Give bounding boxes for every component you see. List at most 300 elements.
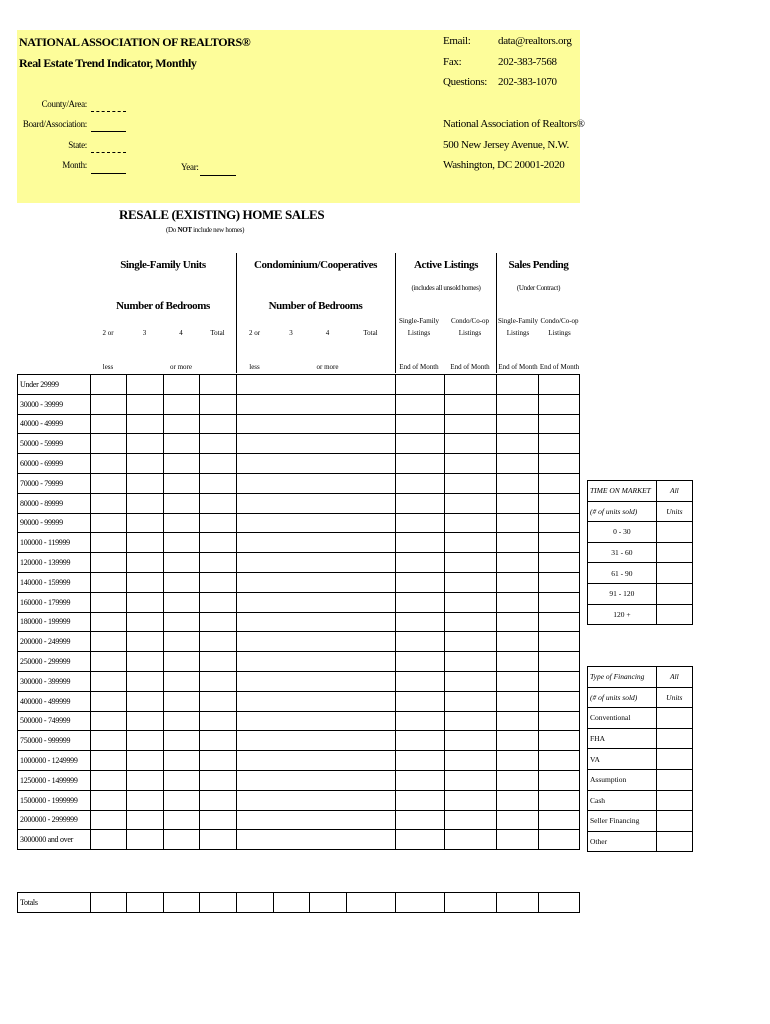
- entry-cell[interactable]: [237, 375, 396, 395]
- entry-cell[interactable]: [200, 632, 237, 652]
- entry-cell[interactable]: [164, 671, 200, 691]
- entry-cell[interactable]: [497, 612, 539, 632]
- tom-row-label: 91 - 120: [588, 583, 657, 604]
- entry-cell[interactable]: [91, 513, 127, 533]
- financing-row-label: Other: [588, 831, 657, 852]
- entry-cell[interactable]: [396, 434, 445, 454]
- entry-cell[interactable]: [497, 375, 539, 395]
- financing-row-value-cell[interactable]: [656, 749, 692, 770]
- sf-col-3: 3: [142, 329, 147, 337]
- entry-cell[interactable]: [396, 790, 445, 810]
- entry-cell[interactable]: [497, 691, 539, 711]
- totals-cell[interactable]: [396, 893, 445, 913]
- entry-cell[interactable]: [91, 533, 127, 553]
- entry-cell[interactable]: [539, 790, 580, 810]
- entry-cell[interactable]: [91, 592, 127, 612]
- entry-cell[interactable]: [539, 810, 580, 830]
- entry-cell[interactable]: [164, 553, 200, 573]
- entry-cell[interactable]: [237, 632, 396, 652]
- entry-cell[interactable]: [497, 592, 539, 612]
- entry-cell[interactable]: [91, 553, 127, 573]
- entry-cell[interactable]: [445, 671, 497, 691]
- table-row: [18, 830, 580, 850]
- entry-cell[interactable]: [127, 691, 164, 711]
- sf-col-less: less: [102, 363, 114, 371]
- entry-cell[interactable]: [237, 830, 396, 850]
- sf-col-2-or-less: 2 or: [102, 329, 114, 337]
- table-row: [18, 751, 580, 771]
- entry-cell[interactable]: [164, 770, 200, 790]
- financing-header: Type of Financing: [588, 667, 657, 688]
- entry-cell[interactable]: [237, 513, 396, 533]
- price-range-label: 30000 - 39999: [18, 394, 91, 414]
- year-label: Year:: [181, 162, 199, 172]
- entry-cell[interactable]: [445, 434, 497, 454]
- entry-cell[interactable]: [91, 375, 127, 395]
- entry-cell[interactable]: [539, 691, 580, 711]
- entry-cell[interactable]: [200, 830, 237, 850]
- entry-cell[interactable]: [237, 473, 396, 493]
- entry-cell[interactable]: [127, 751, 164, 771]
- entry-cell[interactable]: [200, 553, 237, 573]
- financing-row-value-cell[interactable]: [656, 708, 692, 729]
- entry-cell[interactable]: [497, 751, 539, 771]
- entry-cell[interactable]: [396, 493, 445, 513]
- table-row: [18, 770, 580, 790]
- entry-cell[interactable]: [396, 711, 445, 731]
- entry-cell[interactable]: [396, 770, 445, 790]
- entry-cell[interactable]: [200, 473, 237, 493]
- entry-cell[interactable]: [200, 533, 237, 553]
- entry-cell[interactable]: [127, 770, 164, 790]
- entry-cell[interactable]: [539, 652, 580, 672]
- entry-cell[interactable]: [164, 394, 200, 414]
- entry-cell[interactable]: [164, 830, 200, 850]
- table-row: [588, 790, 693, 811]
- entry-cell[interactable]: [164, 652, 200, 672]
- entry-cell[interactable]: [127, 810, 164, 830]
- entry-cell[interactable]: [539, 513, 580, 533]
- entry-cell[interactable]: [127, 553, 164, 573]
- condo-col-or-more: or more: [316, 363, 339, 371]
- entry-cell[interactable]: [497, 513, 539, 533]
- entry-cell[interactable]: [200, 493, 237, 513]
- entry-cell[interactable]: [164, 473, 200, 493]
- tom-row-value-cell[interactable]: [656, 563, 692, 584]
- totals-cell[interactable]: [91, 893, 127, 913]
- entry-cell[interactable]: [91, 414, 127, 434]
- entry-cell[interactable]: [237, 394, 396, 414]
- entry-cell[interactable]: [497, 454, 539, 474]
- entry-cell[interactable]: [237, 691, 396, 711]
- price-range-label: 40000 - 49999: [18, 414, 91, 434]
- totals-cell[interactable]: [347, 893, 396, 913]
- entry-cell[interactable]: [539, 830, 580, 850]
- entry-cell[interactable]: [91, 711, 127, 731]
- entry-cell[interactable]: [539, 711, 580, 731]
- entry-cell[interactable]: [497, 553, 539, 573]
- entry-cell[interactable]: [164, 751, 200, 771]
- totals-row: [18, 893, 580, 913]
- entry-cell[interactable]: [127, 454, 164, 474]
- entry-cell[interactable]: [237, 414, 396, 434]
- entry-cell[interactable]: [127, 790, 164, 810]
- entry-cell[interactable]: [396, 830, 445, 850]
- entry-cell[interactable]: [127, 414, 164, 434]
- entry-cell[interactable]: [539, 731, 580, 751]
- entry-cell[interactable]: [200, 375, 237, 395]
- entry-cell[interactable]: [497, 830, 539, 850]
- entry-cell[interactable]: [497, 473, 539, 493]
- entry-cell[interactable]: [539, 612, 580, 632]
- entry-cell[interactable]: [200, 691, 237, 711]
- totals-cell[interactable]: [310, 893, 347, 913]
- entry-cell[interactable]: [445, 513, 497, 533]
- entry-cell[interactable]: [164, 493, 200, 513]
- entry-cell[interactable]: [445, 473, 497, 493]
- entry-cell[interactable]: [539, 414, 580, 434]
- entry-cell[interactable]: [539, 572, 580, 592]
- price-range-label: Under 29999: [18, 375, 91, 395]
- year-field[interactable]: [200, 166, 236, 176]
- table-row: [588, 728, 693, 749]
- price-range-label: 100000 - 119999: [18, 533, 91, 553]
- entry-cell[interactable]: [396, 473, 445, 493]
- entry-cell[interactable]: [200, 434, 237, 454]
- entry-cell[interactable]: [497, 770, 539, 790]
- entry-cell[interactable]: [127, 434, 164, 454]
- single-family-heading: Single-Family Units: [120, 259, 206, 271]
- entry-cell[interactable]: [445, 572, 497, 592]
- entry-cell[interactable]: [164, 592, 200, 612]
- entry-cell[interactable]: [237, 731, 396, 751]
- entry-cell[interactable]: [497, 394, 539, 414]
- entry-cell[interactable]: [200, 711, 237, 731]
- entry-cell[interactable]: [237, 592, 396, 612]
- entry-cell[interactable]: [127, 572, 164, 592]
- entry-cell[interactable]: [445, 770, 497, 790]
- section-divider: [496, 253, 497, 373]
- entry-cell[interactable]: [539, 434, 580, 454]
- entry-cell[interactable]: [396, 572, 445, 592]
- entry-cell[interactable]: [91, 612, 127, 632]
- entry-cell[interactable]: [200, 592, 237, 612]
- entry-cell[interactable]: [200, 790, 237, 810]
- entry-cell[interactable]: [127, 632, 164, 652]
- entry-cell[interactable]: [91, 572, 127, 592]
- entry-cell[interactable]: [164, 810, 200, 830]
- entry-cell[interactable]: [497, 572, 539, 592]
- entry-cell[interactable]: [127, 731, 164, 751]
- entry-cell[interactable]: [539, 473, 580, 493]
- entry-cell[interactable]: [127, 473, 164, 493]
- entry-cell[interactable]: [91, 473, 127, 493]
- financing-row-value-cell[interactable]: [656, 831, 692, 852]
- financing-row-value-cell[interactable]: [656, 728, 692, 749]
- entry-cell[interactable]: [497, 652, 539, 672]
- entry-cell[interactable]: [396, 751, 445, 771]
- entry-cell[interactable]: [396, 652, 445, 672]
- sf-col-total: Total: [210, 329, 225, 337]
- financing-row-value-cell[interactable]: [656, 811, 692, 832]
- tom-row-value-cell[interactable]: [656, 522, 692, 543]
- tom-row-value-cell[interactable]: [656, 604, 692, 625]
- tom-row-label: 0 - 30: [588, 522, 657, 543]
- totals-cell[interactable]: [497, 893, 539, 913]
- entry-cell[interactable]: [237, 810, 396, 830]
- entry-cell[interactable]: [237, 612, 396, 632]
- entry-cell[interactable]: [200, 414, 237, 434]
- entry-cell[interactable]: [200, 770, 237, 790]
- entry-cell[interactable]: [127, 612, 164, 632]
- entry-cell[interactable]: [200, 394, 237, 414]
- entry-cell[interactable]: [164, 691, 200, 711]
- entry-cell[interactable]: [91, 434, 127, 454]
- entry-cell[interactable]: [396, 394, 445, 414]
- entry-cell[interactable]: [164, 434, 200, 454]
- entry-cell[interactable]: [539, 454, 580, 474]
- tom-row-label: 120 +: [588, 604, 657, 625]
- entry-cell[interactable]: [127, 493, 164, 513]
- entry-cell[interactable]: [91, 652, 127, 672]
- entry-cell[interactable]: [539, 394, 580, 414]
- entry-cell[interactable]: [497, 790, 539, 810]
- entry-cell[interactable]: [445, 375, 497, 395]
- entry-cell[interactable]: [127, 375, 164, 395]
- entry-cell[interactable]: [127, 711, 164, 731]
- entry-cell[interactable]: [445, 612, 497, 632]
- entry-cell[interactable]: [127, 592, 164, 612]
- entry-cell[interactable]: [539, 632, 580, 652]
- price-range-label: 200000 - 249999: [18, 632, 91, 652]
- entry-cell[interactable]: [200, 751, 237, 771]
- eom-label: End of Month: [539, 363, 580, 371]
- entry-cell[interactable]: [237, 770, 396, 790]
- totals-cell[interactable]: [237, 893, 274, 913]
- pending-condo-col: Condo/Co-op Listings: [540, 317, 579, 337]
- entry-cell[interactable]: [445, 731, 497, 751]
- entry-cell[interactable]: [497, 671, 539, 691]
- entry-cell[interactable]: [237, 652, 396, 672]
- entry-cell[interactable]: [445, 830, 497, 850]
- entry-cell[interactable]: [200, 652, 237, 672]
- entry-cell[interactable]: [539, 751, 580, 771]
- entry-cell[interactable]: [164, 711, 200, 731]
- entry-cell[interactable]: [237, 572, 396, 592]
- entry-cell[interactable]: [91, 731, 127, 751]
- entry-cell[interactable]: [91, 632, 127, 652]
- entry-cell[interactable]: [164, 632, 200, 652]
- entry-cell[interactable]: [237, 751, 396, 771]
- entry-cell[interactable]: [539, 553, 580, 573]
- entry-cell[interactable]: [497, 493, 539, 513]
- entry-cell[interactable]: [396, 731, 445, 751]
- entry-cell[interactable]: [396, 414, 445, 434]
- financing-row-value-cell[interactable]: [656, 790, 692, 811]
- table-row: [18, 671, 580, 691]
- price-range-label: 70000 - 79999: [18, 473, 91, 493]
- table-row: [18, 434, 580, 454]
- entry-cell[interactable]: [164, 572, 200, 592]
- entry-cell[interactable]: [396, 592, 445, 612]
- entry-cell[interactable]: [445, 394, 497, 414]
- financing-row-value-cell[interactable]: [656, 769, 692, 790]
- entry-cell[interactable]: [164, 731, 200, 751]
- entry-cell[interactable]: [396, 810, 445, 830]
- entry-cell[interactable]: [396, 671, 445, 691]
- entry-cell[interactable]: [237, 671, 396, 691]
- entry-cell[interactable]: [127, 671, 164, 691]
- entry-cell[interactable]: [127, 513, 164, 533]
- entry-cell[interactable]: [396, 533, 445, 553]
- entry-cell[interactable]: [127, 533, 164, 553]
- entry-cell[interactable]: [445, 711, 497, 731]
- entry-cell[interactable]: [445, 533, 497, 553]
- entry-cell[interactable]: [237, 454, 396, 474]
- entry-cell[interactable]: [127, 830, 164, 850]
- entry-cell[interactable]: [445, 553, 497, 573]
- entry-cell[interactable]: [539, 592, 580, 612]
- month-field[interactable]: [91, 164, 126, 174]
- entry-cell[interactable]: [396, 632, 445, 652]
- entry-cell[interactable]: [127, 394, 164, 414]
- sf-col-4-or-more: 4: [179, 329, 183, 337]
- entry-cell[interactable]: [91, 493, 127, 513]
- section-divider: [395, 253, 396, 373]
- eom-label: End of Month: [450, 363, 490, 371]
- entry-cell[interactable]: [396, 553, 445, 573]
- entry-cell[interactable]: [497, 632, 539, 652]
- entry-cell[interactable]: [497, 731, 539, 751]
- price-range-table: [17, 374, 580, 850]
- entry-cell[interactable]: [445, 652, 497, 672]
- email-value[interactable]: data@realtors.org: [498, 35, 572, 47]
- totals-cell[interactable]: [200, 893, 237, 913]
- entry-cell[interactable]: [445, 454, 497, 474]
- table-row: [18, 711, 580, 731]
- totals-cell[interactable]: [127, 893, 164, 913]
- entry-cell[interactable]: [497, 414, 539, 434]
- entry-cell[interactable]: [200, 513, 237, 533]
- entry-cell[interactable]: [445, 632, 497, 652]
- entry-cell[interactable]: [445, 592, 497, 612]
- entry-cell[interactable]: [164, 375, 200, 395]
- entry-cell[interactable]: [237, 790, 396, 810]
- totals-cell[interactable]: [164, 893, 200, 913]
- entry-cell[interactable]: [396, 691, 445, 711]
- tom-header: TIME ON MARKET: [588, 481, 657, 502]
- entry-cell[interactable]: [539, 375, 580, 395]
- table-row: [18, 375, 580, 395]
- month-label: Month:: [62, 160, 87, 170]
- financing-sub-right: Units: [656, 687, 692, 708]
- financing-row-label: VA: [588, 749, 657, 770]
- entry-cell[interactable]: [91, 830, 127, 850]
- entry-cell[interactable]: [237, 434, 396, 454]
- price-range-label: 2000000 - 2999999: [18, 810, 91, 830]
- entry-cell[interactable]: [91, 790, 127, 810]
- entry-cell[interactable]: [445, 751, 497, 771]
- price-range-label: 250000 - 299999: [18, 652, 91, 672]
- entry-cell[interactable]: [164, 612, 200, 632]
- table-row: [18, 592, 580, 612]
- entry-cell[interactable]: [91, 691, 127, 711]
- entry-cell[interactable]: [91, 751, 127, 771]
- entry-cell[interactable]: [164, 414, 200, 434]
- entry-cell[interactable]: [396, 375, 445, 395]
- entry-cell[interactable]: [445, 691, 497, 711]
- time-on-market-table: [587, 480, 693, 625]
- entry-cell[interactable]: [445, 790, 497, 810]
- tom-row-value-cell[interactable]: [656, 583, 692, 604]
- active-condo-col: Condo/Co-op Listings: [450, 317, 490, 337]
- entry-cell[interactable]: [91, 810, 127, 830]
- entry-cell[interactable]: [237, 533, 396, 553]
- entry-cell[interactable]: [200, 572, 237, 592]
- tom-row-value-cell[interactable]: [656, 542, 692, 563]
- entry-cell[interactable]: [91, 454, 127, 474]
- entry-cell[interactable]: [237, 493, 396, 513]
- county-label: County/Area:: [41, 99, 87, 109]
- price-range-label: 50000 - 59999: [18, 434, 91, 454]
- entry-cell[interactable]: [237, 711, 396, 731]
- entry-cell[interactable]: [164, 533, 200, 553]
- table-row: [18, 790, 580, 810]
- entry-cell[interactable]: [396, 454, 445, 474]
- totals-cell[interactable]: [274, 893, 310, 913]
- entry-cell[interactable]: [164, 790, 200, 810]
- entry-cell[interactable]: [497, 533, 539, 553]
- entry-cell[interactable]: [91, 671, 127, 691]
- table-row: [18, 533, 580, 553]
- entry-cell[interactable]: [127, 652, 164, 672]
- entry-cell[interactable]: [200, 810, 237, 830]
- table-row: [588, 583, 693, 604]
- active-listings-heading: Active Listings: [414, 259, 478, 271]
- entry-cell[interactable]: [91, 394, 127, 414]
- entry-cell[interactable]: [445, 810, 497, 830]
- board-field[interactable]: [91, 122, 126, 132]
- entry-cell[interactable]: [396, 612, 445, 632]
- totals-cell[interactable]: [445, 893, 497, 913]
- entry-cell[interactable]: [396, 513, 445, 533]
- entry-cell[interactable]: [445, 493, 497, 513]
- entry-cell[interactable]: [164, 454, 200, 474]
- table-row: [588, 604, 693, 625]
- entry-cell[interactable]: [497, 810, 539, 830]
- entry-cell[interactable]: [200, 731, 237, 751]
- entry-cell[interactable]: [539, 671, 580, 691]
- entry-cell[interactable]: [237, 553, 396, 573]
- entry-cell[interactable]: [539, 493, 580, 513]
- entry-cell[interactable]: [200, 612, 237, 632]
- county-field[interactable]: [91, 102, 126, 112]
- entry-cell[interactable]: [539, 533, 580, 553]
- totals-table: [17, 892, 580, 913]
- entry-cell[interactable]: [200, 671, 237, 691]
- state-field[interactable]: [91, 143, 126, 153]
- price-range-label: 140000 - 159999: [18, 572, 91, 592]
- entry-cell[interactable]: [164, 513, 200, 533]
- entry-cell[interactable]: [445, 414, 497, 434]
- entry-cell[interactable]: [200, 454, 237, 474]
- entry-cell[interactable]: [497, 434, 539, 454]
- price-range-label: 1500000 - 1999999: [18, 790, 91, 810]
- entry-cell[interactable]: [91, 770, 127, 790]
- entry-cell[interactable]: [497, 711, 539, 731]
- entry-cell[interactable]: [539, 770, 580, 790]
- totals-cell[interactable]: [539, 893, 580, 913]
